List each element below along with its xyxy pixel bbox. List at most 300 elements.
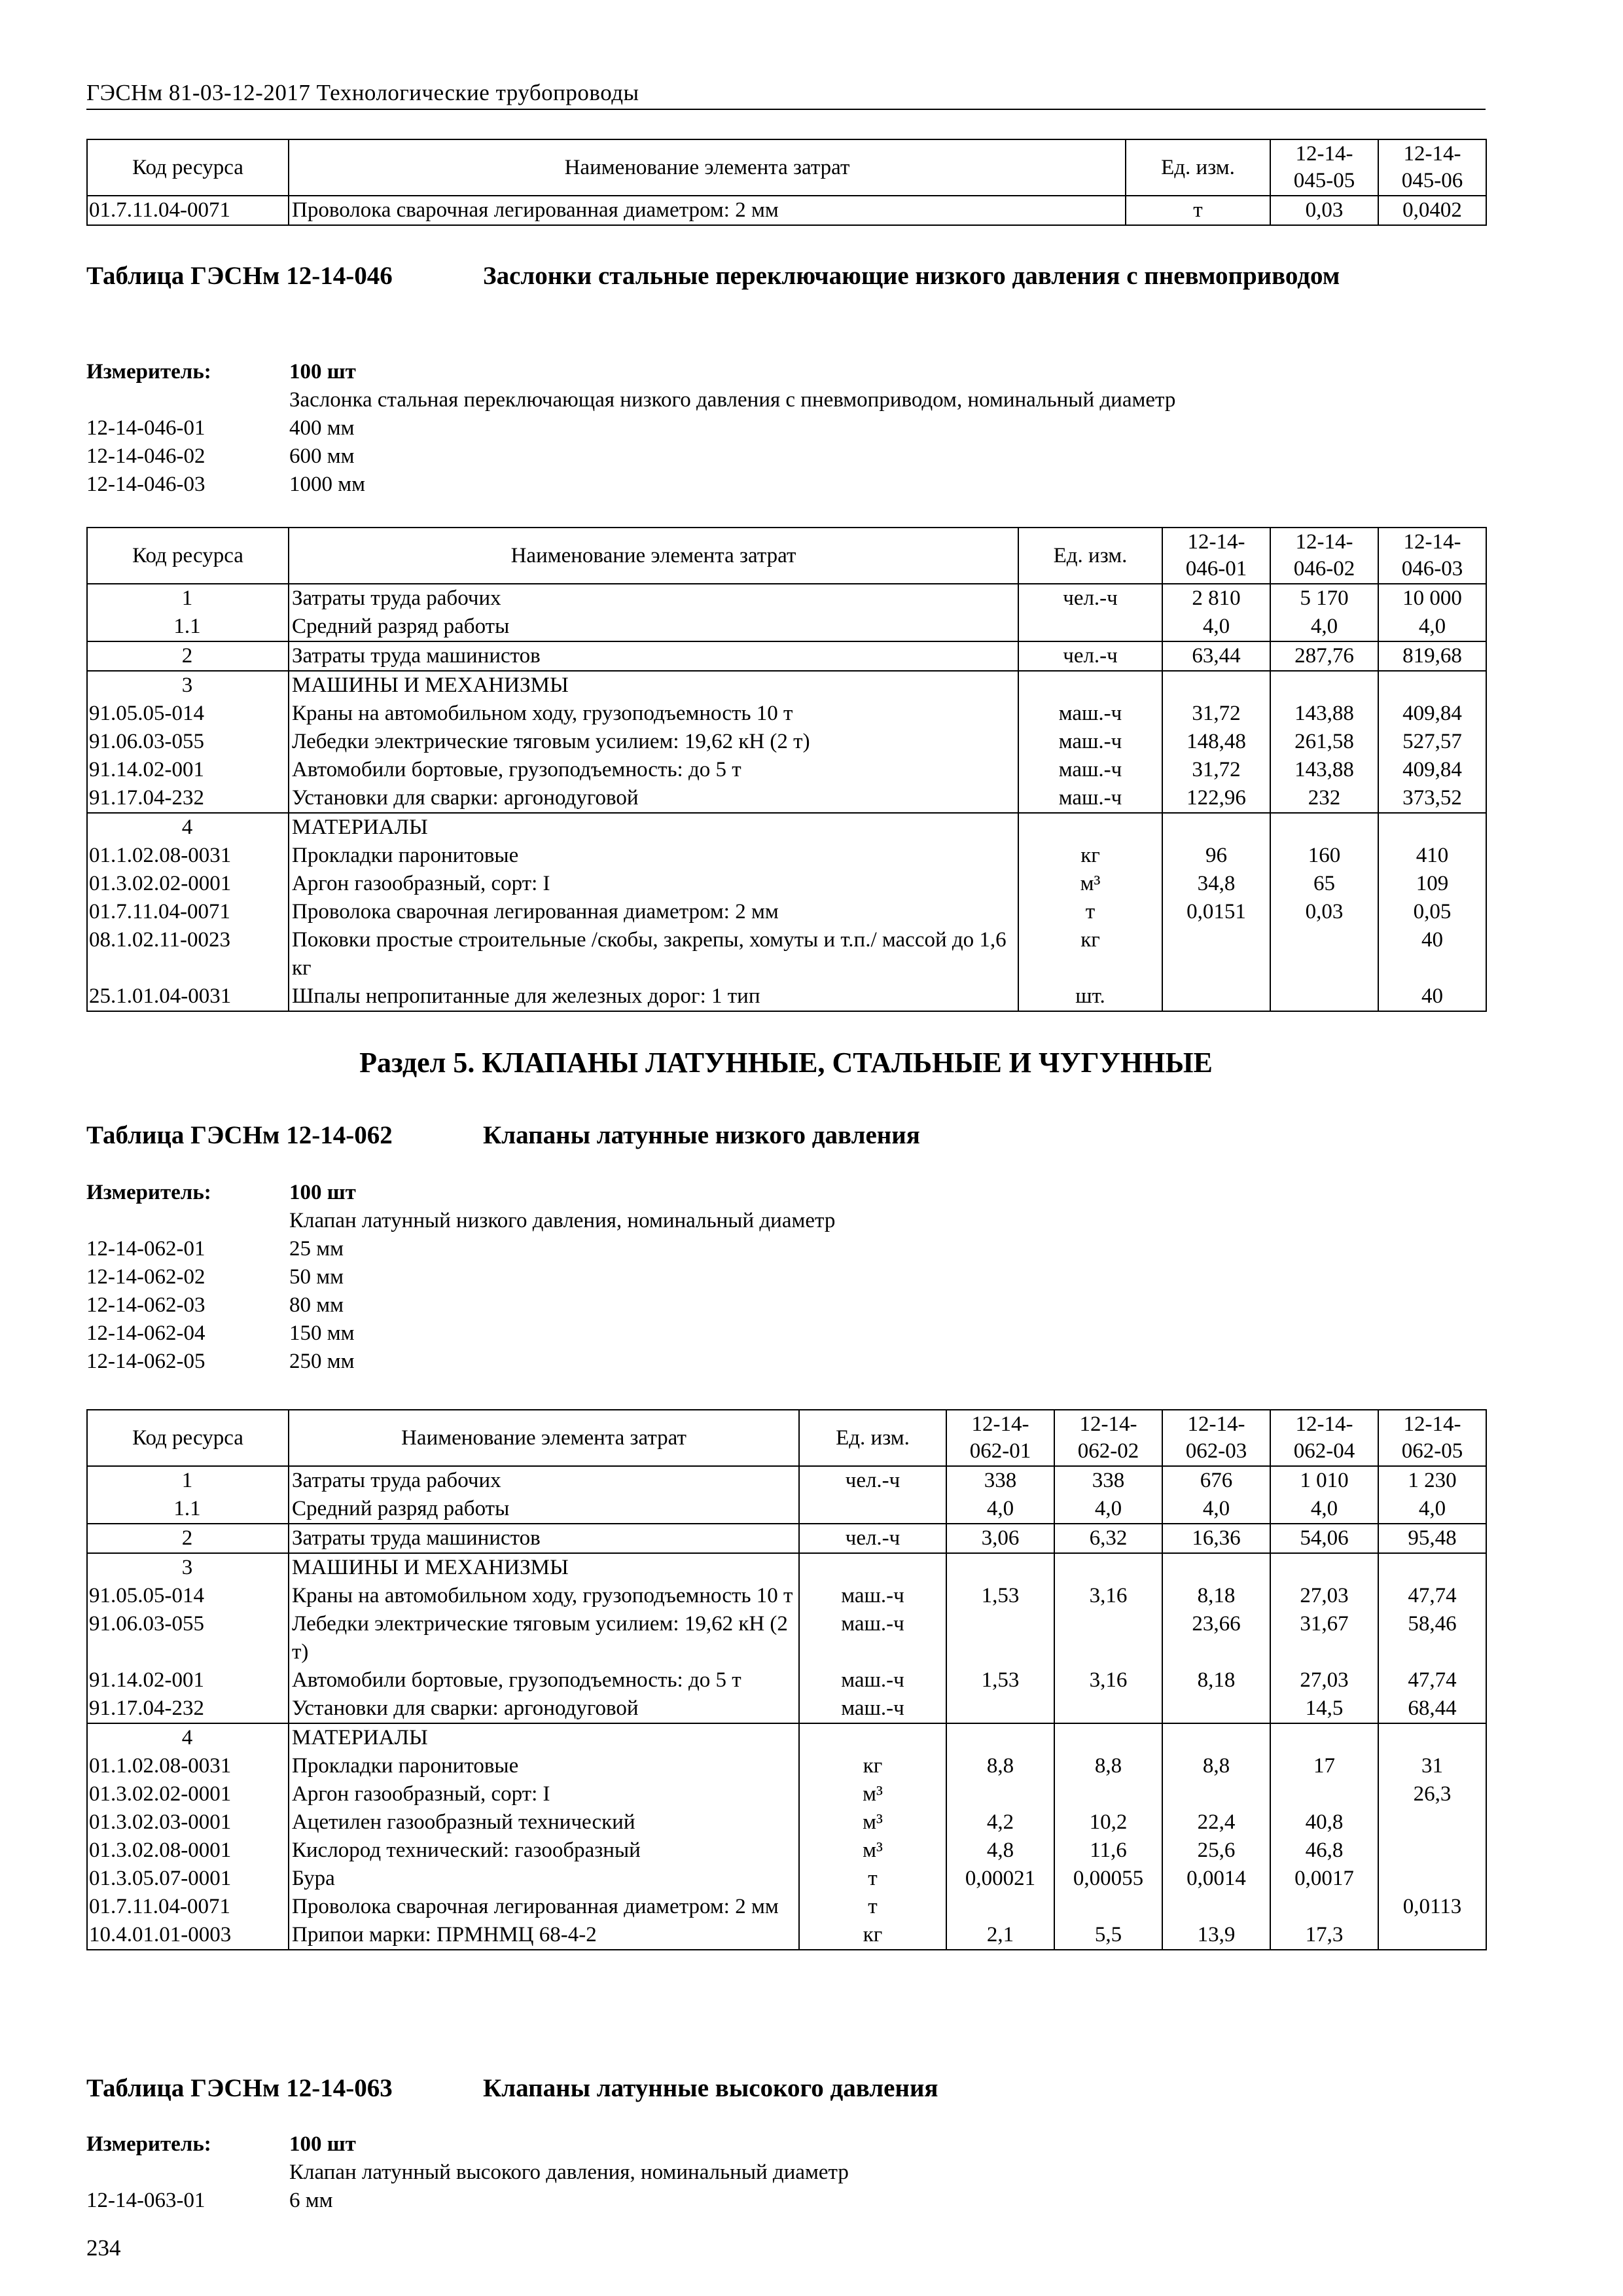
unit: т: [1126, 196, 1270, 225]
norm-value: [1270, 671, 1378, 700]
col-header-value: 12-14- 046-01: [1162, 528, 1270, 584]
norm-value: 4,0: [1162, 613, 1270, 641]
table-row: [87, 1808, 1486, 1837]
col-header-value: 12-14- 045-06: [1378, 139, 1486, 196]
list-item: [86, 1291, 1486, 1319]
norm-value: [1270, 1893, 1378, 1921]
item-code: 12-14-063-01: [86, 2189, 205, 2212]
list-item: [86, 414, 1486, 442]
norm-value: 6,32: [1054, 1524, 1162, 1553]
table-062-meter: [86, 1179, 1486, 1376]
cost-element-name: Проволока сварочная легированная диаметром: 2 мм: [289, 898, 1018, 926]
norm-value: 8,18: [1162, 1666, 1270, 1695]
unit: чел.-ч: [799, 1524, 946, 1553]
resource-code: 91.06.03-055: [87, 1610, 289, 1666]
resource-code: 1.1: [87, 613, 289, 641]
item-code: 12-14-046-01: [86, 416, 205, 440]
norm-value: 47,74: [1378, 1582, 1486, 1610]
norm-value: 65: [1270, 870, 1378, 898]
table-row: [87, 671, 1486, 700]
col-header-unit: Ед. изм.: [799, 1410, 946, 1466]
unit: [799, 1495, 946, 1524]
table-063-title: [86, 2071, 1486, 2106]
item-diameter: 400 мм: [289, 416, 355, 440]
resource-code: 25.1.01.04-0031: [87, 982, 289, 1011]
norm-value: 4,2: [946, 1808, 1054, 1837]
resource-code: 01.3.02.08-0001: [87, 1837, 289, 1865]
table-row: [87, 584, 1486, 613]
cost-element-name: Поковки простые строительные /скобы, закрепы, хомуты и т.п./ массой до 1,6 кг: [289, 926, 1018, 982]
resource-code: 2: [87, 1524, 289, 1553]
norm-value: [1378, 1865, 1486, 1893]
table-number: Таблица ГЭСНм 12-14-063: [86, 2074, 393, 2102]
unit: м³: [1018, 870, 1162, 898]
list-item: [86, 1319, 1486, 1348]
unit: маш.-ч: [1018, 784, 1162, 813]
list-item: [86, 2187, 1486, 2215]
table-row: [87, 1553, 1486, 1582]
col-header-code: Код ресурса: [87, 1410, 289, 1466]
resource-code: 91.14.02-001: [87, 1666, 289, 1695]
cost-element-name: Затраты труда машинистов: [289, 1524, 799, 1553]
norm-value: 1 010: [1270, 1466, 1378, 1495]
resource-code: 91.17.04-232: [87, 784, 289, 813]
norm-value: 22,4: [1162, 1808, 1270, 1837]
unit: т: [1018, 898, 1162, 926]
norm-value: [946, 1695, 1054, 1723]
col-header-name: Наименование элемента затрат: [289, 139, 1126, 196]
norm-value: [1054, 1723, 1162, 1752]
unit: чел.-ч: [1018, 641, 1162, 671]
cost-element-name: Средний разряд работы: [289, 1495, 799, 1524]
norm-value: 1,53: [946, 1666, 1054, 1695]
unit: кг: [1018, 842, 1162, 870]
norm-value: 46,8: [1270, 1837, 1378, 1865]
item-diameter: 1000 мм: [289, 473, 366, 496]
col-header-value: 12-14- 045-05: [1270, 139, 1378, 196]
cost-element-name: МАТЕРИАЛЫ: [289, 1723, 799, 1752]
resource-code: 01.1.02.08-0031: [87, 1752, 289, 1780]
item-code: 12-14-062-02: [86, 1265, 205, 1289]
norm-value: 95,48: [1378, 1524, 1486, 1553]
resource-code: 08.1.02.11-0023: [87, 926, 289, 982]
norm-value: 1,53: [946, 1582, 1054, 1610]
list-item: [86, 471, 1486, 499]
norm-value: [1162, 1723, 1270, 1752]
cost-element-name: Установки для сварки: аргонодуговой: [289, 1695, 799, 1723]
table-row: [87, 982, 1486, 1011]
meter-value: 100 шт: [289, 360, 356, 384]
norm-value: 58,46: [1378, 1610, 1486, 1666]
norm-value: 8,8: [946, 1752, 1054, 1780]
unit: маш.-ч: [799, 1610, 946, 1666]
cost-element-name: МАШИНЫ И МЕХАНИЗМЫ: [289, 671, 1018, 700]
resource-code: 01.3.02.02-0001: [87, 870, 289, 898]
table-046-wrap: [86, 527, 1486, 1012]
norm-value: 109: [1378, 870, 1486, 898]
table-row: [87, 756, 1486, 784]
norm-value: 409,84: [1378, 700, 1486, 728]
norm-value: 40: [1378, 982, 1486, 1011]
norm-value: 338: [1054, 1466, 1162, 1495]
unit: т: [799, 1865, 946, 1893]
norm-value: 0,03: [1270, 196, 1378, 225]
table-number: Таблица ГЭСНм 12-14-046: [86, 262, 393, 290]
norm-value: [946, 1723, 1054, 1752]
norm-value: [1378, 671, 1486, 700]
norm-value: [1054, 1695, 1162, 1723]
resource-code: 01.1.02.08-0031: [87, 842, 289, 870]
cost-element-name: Краны на автомобильном ходу, грузоподъемность 10 т: [289, 1582, 799, 1610]
list-item: [86, 1235, 1486, 1263]
norm-value: 0,03: [1270, 898, 1378, 926]
norm-value: [1270, 1723, 1378, 1752]
col-header-name: Наименование элемента затрат: [289, 528, 1018, 584]
col-header-value: 12-14- 046-02: [1270, 528, 1378, 584]
cost-element-name: Затраты труда рабочих: [289, 1466, 799, 1495]
norm-value: 8,8: [1162, 1752, 1270, 1780]
norm-value: 338: [946, 1466, 1054, 1495]
table-row: [87, 1495, 1486, 1524]
meter-label: Измеритель:: [86, 360, 211, 384]
norm-value: 160: [1270, 842, 1378, 870]
unit: чел.-ч: [1018, 584, 1162, 613]
norm-value: 47,74: [1378, 1666, 1486, 1695]
table-row: [87, 1893, 1486, 1921]
resource-code: 01.3.05.07-0001: [87, 1865, 289, 1893]
norm-value: [1378, 1808, 1486, 1837]
norm-value: 31,72: [1162, 756, 1270, 784]
item-code: 12-14-046-02: [86, 444, 205, 468]
norm-value: 143,88: [1270, 700, 1378, 728]
norm-value: [1054, 1893, 1162, 1921]
resource-code: 01.3.02.03-0001: [87, 1808, 289, 1837]
norm-value: 40: [1378, 926, 1486, 982]
item-diameter: 150 мм: [289, 1321, 355, 1345]
cost-element-name: Прокладки паронитовые: [289, 1752, 799, 1780]
norm-value: [1162, 982, 1270, 1011]
meter-description: Заслонка стальная переключающая низкого давления с пневмоприводом, номинальный диаметр: [289, 388, 1176, 412]
table-062: [86, 1409, 1487, 1950]
norm-value: 13,9: [1162, 1921, 1270, 1950]
resource-code: 01.7.11.04-0071: [87, 1893, 289, 1921]
unit: маш.-ч: [799, 1666, 946, 1695]
table-046-meter: [86, 358, 1486, 499]
norm-value: 10 000: [1378, 584, 1486, 613]
norm-value: [1378, 813, 1486, 842]
norm-value: 10,2: [1054, 1808, 1162, 1837]
norm-value: [1270, 1780, 1378, 1808]
table-row: [87, 613, 1486, 641]
item-diameter: 80 мм: [289, 1293, 344, 1317]
table-row: [87, 1780, 1486, 1808]
col-header-code: Код ресурса: [87, 528, 289, 584]
norm-value: [1054, 1553, 1162, 1582]
col-header-value: 12-14- 046-03: [1378, 528, 1486, 584]
table-row: [87, 1524, 1486, 1553]
norm-value: 17,3: [1270, 1921, 1378, 1950]
item-code: 12-14-062-03: [86, 1293, 205, 1317]
unit: маш.-ч: [799, 1695, 946, 1723]
cost-element-name: Шпалы непропитанные для железных дорог: 1 тип: [289, 982, 1018, 1011]
table-row: [87, 728, 1486, 756]
item-code: 12-14-062-05: [86, 1350, 205, 1373]
norm-value: [1054, 1610, 1162, 1666]
norm-value: 4,0: [1162, 1495, 1270, 1524]
resource-code: 3: [87, 1553, 289, 1582]
unit: маш.-ч: [1018, 756, 1162, 784]
norm-value: 3,16: [1054, 1582, 1162, 1610]
table-row: [87, 1837, 1486, 1865]
resource-code: 91.14.02-001: [87, 756, 289, 784]
table-row: [87, 1582, 1486, 1610]
unit: кг: [799, 1752, 946, 1780]
resource-code: 91.17.04-232: [87, 1695, 289, 1723]
table-name: Клапаны латунные высокого давления: [483, 2074, 938, 2102]
table-row: [87, 1666, 1486, 1695]
cost-element-name: МАТЕРИАЛЫ: [289, 813, 1018, 842]
norm-value: 17: [1270, 1752, 1378, 1780]
resource-code: 2: [87, 641, 289, 671]
resource-code: 01.3.02.02-0001: [87, 1780, 289, 1808]
cost-element-name: Лебедки электрические тяговым усилием: 19,62 кН (2 т): [289, 1610, 799, 1666]
table-row: [87, 196, 1486, 225]
unit: т: [799, 1893, 946, 1921]
unit: маш.-ч: [1018, 728, 1162, 756]
page-number: 234: [86, 2235, 121, 2261]
norm-value: 27,03: [1270, 1666, 1378, 1695]
continuation-table-wrap: [86, 139, 1486, 226]
norm-value: 4,0: [1270, 1495, 1378, 1524]
cost-element-name: Автомобили бортовые, грузоподъемность: до 5 т: [289, 756, 1018, 784]
table-row: [87, 784, 1486, 813]
cost-element-name: Проволока сварочная легированная диаметром: 2 мм: [289, 1893, 799, 1921]
norm-value: 0,0017: [1270, 1865, 1378, 1893]
norm-value: 8,18: [1162, 1582, 1270, 1610]
table-row: [87, 926, 1486, 982]
norm-value: 819,68: [1378, 641, 1486, 671]
unit: [1018, 671, 1162, 700]
item-code: 12-14-046-03: [86, 473, 205, 496]
norm-value: 4,0: [946, 1495, 1054, 1524]
resource-code: 1: [87, 584, 289, 613]
table-row: [87, 813, 1486, 842]
item-diameter: 250 мм: [289, 1350, 355, 1373]
norm-value: 25,6: [1162, 1837, 1270, 1865]
norm-value: 23,66: [1162, 1610, 1270, 1666]
continuation-table: [86, 139, 1487, 226]
unit: [1018, 813, 1162, 842]
norm-value: [1270, 926, 1378, 982]
unit: [799, 1553, 946, 1582]
cost-element-name: Затраты труда рабочих: [289, 584, 1018, 613]
meter-value: 100 шт: [289, 2132, 356, 2156]
norm-value: [1162, 926, 1270, 982]
cost-element-name: Ацетилен газообразный технический: [289, 1808, 799, 1837]
item-diameter: 600 мм: [289, 444, 355, 468]
cost-element-name: Установки для сварки: аргонодуговой: [289, 784, 1018, 813]
norm-value: [946, 1893, 1054, 1921]
resource-code: 1: [87, 1466, 289, 1495]
table-063-meter: [86, 2130, 1486, 2215]
table-row: [87, 870, 1486, 898]
norm-value: 373,52: [1378, 784, 1486, 813]
col-header-value: 12-14- 062-04: [1270, 1410, 1378, 1466]
cost-element-name: Бура: [289, 1865, 799, 1893]
norm-value: 0,0402: [1378, 196, 1486, 225]
cost-element-name: Автомобили бортовые, грузоподъемность: до 5 т: [289, 1666, 799, 1695]
norm-value: [1054, 1780, 1162, 1808]
unit: м³: [799, 1808, 946, 1837]
norm-value: [1378, 1921, 1486, 1950]
norm-value: [1162, 671, 1270, 700]
col-header-value: 12-14- 062-01: [946, 1410, 1054, 1466]
norm-value: 0,0113: [1378, 1893, 1486, 1921]
item-code: 12-14-062-01: [86, 1237, 205, 1261]
norm-value: 4,0: [1270, 613, 1378, 641]
unit: маш.-ч: [799, 1582, 946, 1610]
cost-element-name: Прокладки паронитовые: [289, 842, 1018, 870]
list-item: [86, 442, 1486, 471]
norm-value: 34,8: [1162, 870, 1270, 898]
table-row: [87, 1723, 1486, 1752]
resource-code: 4: [87, 813, 289, 842]
norm-value: 14,5: [1270, 1695, 1378, 1723]
norm-value: 2,1: [946, 1921, 1054, 1950]
norm-value: 27,03: [1270, 1582, 1378, 1610]
norm-value: 4,0: [1378, 613, 1486, 641]
unit: [1018, 613, 1162, 641]
norm-value: [1162, 1893, 1270, 1921]
col-header-name: Наименование элемента затрат: [289, 1410, 799, 1466]
unit: м³: [799, 1780, 946, 1808]
norm-value: 409,84: [1378, 756, 1486, 784]
table-number: Таблица ГЭСНм 12-14-062: [86, 1121, 393, 1149]
norm-value: [946, 1610, 1054, 1666]
norm-value: 96: [1162, 842, 1270, 870]
header-rule: [86, 109, 1486, 110]
norm-value: [946, 1780, 1054, 1808]
norm-value: [1378, 1723, 1486, 1752]
item-diameter: 50 мм: [289, 1265, 344, 1289]
norm-value: 261,58: [1270, 728, 1378, 756]
norm-value: 0,05: [1378, 898, 1486, 926]
norm-value: [1162, 813, 1270, 842]
resource-code: 4: [87, 1723, 289, 1752]
norm-value: 2 810: [1162, 584, 1270, 613]
section-title: Раздел 5. КЛАПАНЫ ЛАТУННЫЕ, СТАЛЬНЫЕ И ЧУГУННЫЕ: [359, 1047, 1213, 1079]
col-header-code: Код ресурса: [87, 139, 289, 196]
cost-element-name: МАШИНЫ И МЕХАНИЗМЫ: [289, 1553, 799, 1582]
norm-value: 31: [1378, 1752, 1486, 1780]
meter-label: Измеритель:: [86, 1181, 211, 1204]
norm-value: 31,67: [1270, 1610, 1378, 1666]
resource-code: 91.06.03-055: [87, 728, 289, 756]
norm-value: 0,0014: [1162, 1865, 1270, 1893]
norm-value: 26,3: [1378, 1780, 1486, 1808]
running-header: ГЭСНм 81-03-12-2017 Технологические трубопроводы: [86, 80, 639, 105]
item-code: 12-14-062-04: [86, 1321, 205, 1345]
norm-value: 122,96: [1162, 784, 1270, 813]
norm-value: 0,00055: [1054, 1865, 1162, 1893]
norm-value: 68,44: [1378, 1695, 1486, 1723]
norm-value: 0,00021: [946, 1865, 1054, 1893]
norm-value: 3,16: [1054, 1666, 1162, 1695]
norm-value: [946, 1553, 1054, 1582]
cost-element-name: Аргон газообразный, сорт: I: [289, 1780, 799, 1808]
norm-value: 5 170: [1270, 584, 1378, 613]
norm-value: 3,06: [946, 1524, 1054, 1553]
table-row: [87, 1921, 1486, 1950]
norm-value: 5,5: [1054, 1921, 1162, 1950]
list-item: [86, 1348, 1486, 1376]
table-name: Клапаны латунные низкого давления: [483, 1121, 920, 1149]
table-046: [86, 527, 1487, 1012]
norm-value: [1162, 1695, 1270, 1723]
meter-description: Клапан латунный высокого давления, номинальный диаметр: [289, 2161, 849, 2184]
norm-value: 143,88: [1270, 756, 1378, 784]
resource-code: 91.05.05-014: [87, 1582, 289, 1610]
unit: м³: [799, 1837, 946, 1865]
resource-code: 10.4.01.01-0003: [87, 1921, 289, 1950]
norm-value: [1378, 1837, 1486, 1865]
norm-value: 676: [1162, 1466, 1270, 1495]
cost-element-name: Припои марки: ПРМНМЦ 68-4-2: [289, 1921, 799, 1950]
norm-value: [1378, 1553, 1486, 1582]
list-item: [86, 1263, 1486, 1291]
cost-element-name: Средний разряд работы: [289, 613, 1018, 641]
norm-value: [1162, 1780, 1270, 1808]
unit: кг: [1018, 926, 1162, 982]
resource-code: 01.7.11.04-0071: [87, 196, 289, 225]
norm-value: 40,8: [1270, 1808, 1378, 1837]
table-row: [87, 842, 1486, 870]
norm-value: 31,72: [1162, 700, 1270, 728]
table-062-wrap: [86, 1409, 1486, 1950]
norm-value: [1270, 813, 1378, 842]
norm-value: 54,06: [1270, 1524, 1378, 1553]
table-row: [87, 1466, 1486, 1495]
meter-description: Клапан латунный низкого давления, номинальный диаметр: [289, 1209, 836, 1232]
table-row: [87, 1865, 1486, 1893]
meter-value: 100 шт: [289, 1181, 356, 1204]
col-header-value: 12-14- 062-02: [1054, 1410, 1162, 1466]
cost-element-name: Проволока сварочная легированная диаметром: 2 мм: [289, 196, 1126, 225]
cost-element-name: Кислород технический: газообразный: [289, 1837, 799, 1865]
resource-code: 3: [87, 671, 289, 700]
meter-label: Измеритель:: [86, 2132, 211, 2156]
unit: кг: [799, 1921, 946, 1950]
resource-code: 01.7.11.04-0071: [87, 898, 289, 926]
col-header-unit: Ед. изм.: [1126, 139, 1270, 196]
norm-value: 8,8: [1054, 1752, 1162, 1780]
norm-value: 410: [1378, 842, 1486, 870]
col-header-value: 12-14- 062-05: [1378, 1410, 1486, 1466]
norm-value: [1162, 1553, 1270, 1582]
table-name: Заслонки стальные переключающие низкого давления с пневмоприводом: [483, 262, 1340, 290]
norm-value: 527,57: [1378, 728, 1486, 756]
norm-value: 4,0: [1054, 1495, 1162, 1524]
resource-code: 1.1: [87, 1495, 289, 1524]
table-row: [87, 898, 1486, 926]
resource-code: 91.05.05-014: [87, 700, 289, 728]
table-row: [87, 1610, 1486, 1666]
table-row: [87, 700, 1486, 728]
norm-value: 11,6: [1054, 1837, 1162, 1865]
norm-value: 0,0151: [1162, 898, 1270, 926]
cost-element-name: Краны на автомобильном ходу, грузоподъемность 10 т: [289, 700, 1018, 728]
norm-value: 4,8: [946, 1837, 1054, 1865]
